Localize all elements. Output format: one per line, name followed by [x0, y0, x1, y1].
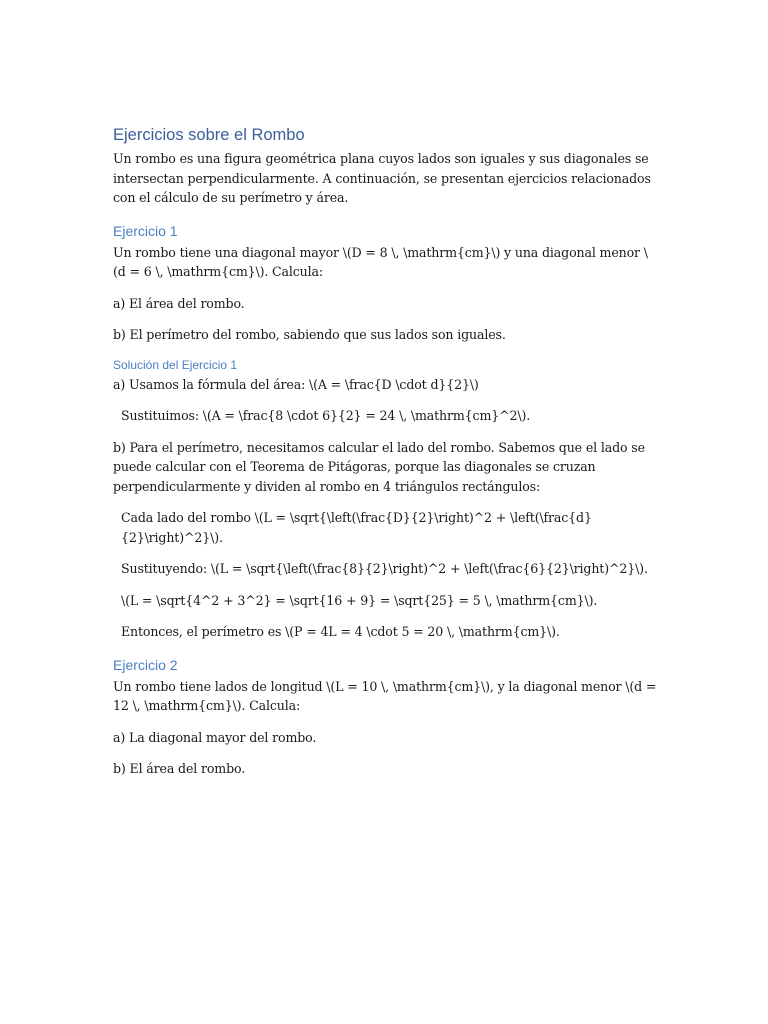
solucion-1-line-a: a) Usamos la fórmula del área: \(A = \frac{D \cdot d}{2}\)	[113, 376, 479, 392]
solucion-1-perimeter: Entonces, el perímetro es \(P = 4L = 4 \cdot 5 = 20 \, \mathrm{cm}\).	[121, 624, 560, 639]
ejercicio-2-statement: Un rombo tiene lados de longitud \(L = 10 \, \mathrm{cm}\), y la diagonal menor \(d = 12 \, \mathrm{cm}\). Calcula:	[113, 678, 657, 713]
solucion-1-side-formula: Cada lado del rombo \(L = \sqrt{\left(\frac{D}{2}\right)^2 + \left(\frac{d}{2}\right)^2}\).	[121, 510, 592, 545]
ejercicio-2-part-a: a) La diagonal mayor del rombo.	[113, 729, 317, 745]
ejercicio-1-statement: Un rombo tiene una diagonal mayor \(D = 8 \, \mathrm{cm}\) y una diagonal menor \(d = 6 \, \mathrm{cm}\). Calcula:	[113, 244, 648, 279]
document-body	[113, 124, 658, 779]
solucion-1-substituting: Sustituyendo: \(L = \sqrt{\left(\frac{8}{2}\right)^2 + \left(\frac{6}{2}\right)^2}\).	[121, 561, 648, 576]
ejercicio-2-heading: Ejercicio 2	[113, 656, 178, 673]
solucion-1-substitution: Sustituimos: \(A = \frac{8 \cdot 6}{2} = 24 \, \mathrm{cm}^2\).	[121, 408, 531, 423]
ejercicio-1-part-a: a) El área del rombo.	[113, 295, 245, 311]
ejercicio-2-part-b: b) El área del rombo.	[113, 761, 246, 776]
solucion-1-heading: Solución del Ejercicio 1	[113, 357, 238, 372]
solucion-1-result: \(L = \sqrt{4^2 + 3^2} = \sqrt{16 + 9} = \sqrt{25} = 5 \, \mathrm{cm}\).	[121, 592, 598, 608]
ejercicio-1-heading: Ejercicio 1	[113, 222, 178, 239]
ejercicio-1-part-b: b) El perímetro del rombo, sabiendo que sus lados son iguales.	[113, 327, 506, 342]
solucion-1-line-b: b) Para el perímetro, necesitamos calcular el lado del rombo. Sabemos que el lado se puede calcular con el Teorema de Pitágoras, porque las diagonales se cruzan perpendicularmente y dividen al rombo en 4 triángulos rectángulos:	[113, 439, 645, 494]
document-title: Ejercicios sobre el Rombo	[113, 126, 305, 144]
intro-paragraph: Un rombo es una figura geométrica plana cuyos lados son iguales y sus diagonales se intersectan perpendicularmente. A continuación, se presentan ejercicios relacionados con el cálculo de su perímetro y área.	[113, 151, 651, 205]
